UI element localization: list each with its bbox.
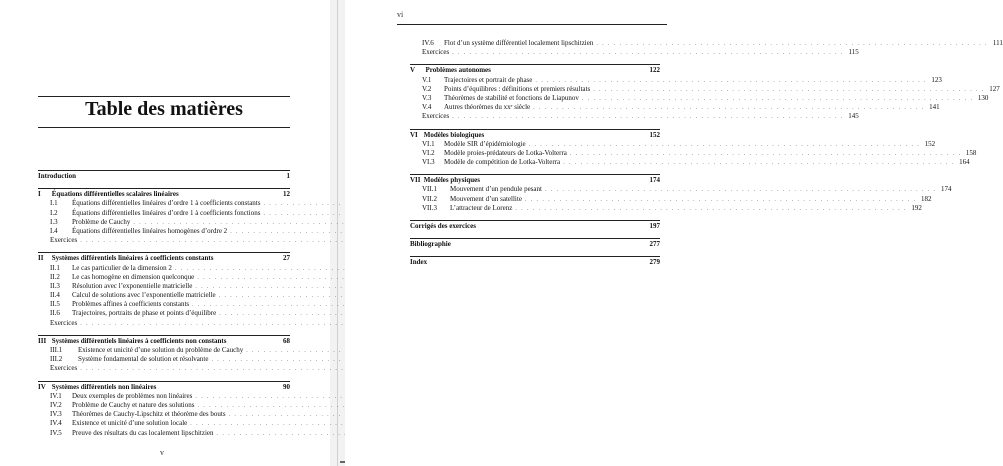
section-number: VI.2 bbox=[422, 148, 435, 157]
section-number: II.3 bbox=[50, 281, 60, 290]
section-number: V.2 bbox=[422, 84, 432, 93]
section-label: Modèle de compétition de Lotka-Volterra bbox=[444, 158, 561, 167]
section-label: Équations différentielles linéaires homogènes d’ordre 2 bbox=[72, 226, 228, 235]
entry-label: Introduction bbox=[38, 172, 76, 180]
section-page: 130 bbox=[977, 93, 989, 102]
exercises-label: Exercices bbox=[422, 112, 450, 121]
toc-section[interactable] bbox=[38, 209, 290, 218]
toc-section[interactable] bbox=[38, 300, 290, 309]
section-number: I.2 bbox=[50, 208, 58, 217]
toc-section[interactable] bbox=[38, 410, 290, 419]
section-number: IV.1 bbox=[50, 391, 62, 400]
toc-right bbox=[410, 39, 1003, 268]
section-number: II.5 bbox=[50, 300, 60, 309]
section-number: II.1 bbox=[50, 263, 60, 272]
section-label: Trajectoires et portrait de phase bbox=[444, 75, 533, 84]
section-number: V.3 bbox=[422, 93, 432, 102]
toc-section[interactable] bbox=[38, 218, 290, 227]
section-page: 158 bbox=[965, 148, 977, 157]
toc-section[interactable] bbox=[38, 346, 290, 355]
leader-dots bbox=[593, 86, 985, 95]
toc-section[interactable] bbox=[38, 273, 290, 282]
chapter-number: I bbox=[38, 190, 41, 199]
toc-section[interactable] bbox=[38, 401, 290, 410]
toc-section[interactable] bbox=[38, 291, 290, 300]
right-page bbox=[345, 0, 1003, 466]
chapter-label: Équations différentielles scalaires linéaires bbox=[51, 190, 179, 199]
toc-left bbox=[38, 170, 290, 438]
entry-label: Bibliographie bbox=[410, 240, 451, 249]
toc-chapter-1[interactable] bbox=[38, 188, 290, 199]
leader-dots bbox=[563, 159, 955, 168]
toc-section[interactable] bbox=[410, 139, 936, 149]
toc-exercises[interactable] bbox=[38, 319, 290, 328]
chapter-number: V bbox=[410, 66, 416, 75]
leader-dots bbox=[545, 186, 937, 195]
toc-section[interactable] bbox=[410, 75, 942, 85]
leader-dots bbox=[535, 77, 927, 86]
section-page: 192 bbox=[911, 203, 922, 212]
section-label: Points d’équilibres : définitions et premiers résultats bbox=[444, 84, 591, 93]
section-label: Problème de Cauchy bbox=[72, 217, 131, 226]
section-label: Autres théorèmes du xxᵉ siècle bbox=[444, 103, 531, 112]
section-number: IV.6 bbox=[422, 39, 434, 47]
leader-dots bbox=[515, 205, 907, 214]
chapter-number: II bbox=[38, 254, 44, 263]
chapter-label: Systèmes différentiels non linéaires bbox=[51, 382, 157, 391]
section-page: 127 bbox=[989, 84, 1000, 93]
toc-chapter-4[interactable] bbox=[38, 381, 290, 392]
toc-entry-bibliographie[interactable] bbox=[410, 238, 660, 249]
left-page bbox=[0, 0, 330, 466]
chapter-page: 174 bbox=[649, 176, 660, 185]
section-number: V.1 bbox=[422, 75, 432, 84]
chapter-number: III bbox=[38, 336, 47, 345]
page-title: Table des matières bbox=[85, 98, 243, 120]
toc-section[interactable] bbox=[410, 185, 952, 194]
section-page: 174 bbox=[940, 185, 952, 194]
section-number: IV.2 bbox=[50, 400, 62, 409]
chapter-number: IV bbox=[38, 382, 46, 391]
section-label: Le cas particulier de la dimension 2 bbox=[72, 263, 172, 272]
section-label: Problème de Cauchy et nature des solutions bbox=[72, 400, 195, 409]
section-label: Problèmes affines à coefficients constants bbox=[72, 300, 190, 309]
section-label: Théorèmes de Cauchy-Lipschitz et théorème des bouts bbox=[72, 410, 226, 419]
section-number: I.4 bbox=[50, 226, 58, 235]
chapter-page: 122 bbox=[649, 66, 660, 75]
toc-section[interactable] bbox=[410, 203, 922, 213]
toc-exercises[interactable] bbox=[410, 112, 859, 121]
page-number: vi bbox=[397, 10, 404, 19]
exercises-page: 145 bbox=[848, 112, 859, 121]
toc-section[interactable] bbox=[410, 103, 940, 112]
chapter-number: VII bbox=[410, 176, 421, 185]
toc-entry-corriges[interactable] bbox=[410, 220, 660, 231]
toc-section[interactable] bbox=[38, 309, 290, 318]
section-page: 182 bbox=[920, 194, 932, 203]
section-number: VII.2 bbox=[422, 194, 437, 203]
toc-section[interactable] bbox=[38, 264, 290, 273]
chapter-label: Systèmes différentiels linéaires à coefficients constants bbox=[51, 254, 214, 263]
section-label: Système fondamental de solution et résolvante bbox=[78, 355, 209, 364]
chapter-page: 152 bbox=[649, 130, 660, 139]
section-number: III.2 bbox=[50, 355, 63, 364]
section-number: V.4 bbox=[422, 103, 432, 112]
section-label: Trajectoires, portraits de phase et points d’équilibre bbox=[72, 309, 217, 318]
toc-chapter-7[interactable] bbox=[410, 174, 660, 185]
section-number: IV.3 bbox=[50, 410, 62, 419]
header-rule bbox=[397, 24, 667, 25]
section-label: Résolution avec l’exponentielle matricielle bbox=[72, 281, 193, 290]
toc-section[interactable] bbox=[38, 199, 290, 208]
section-label: Équations différentielles linéaires d’ordre 1 à coefficients fonctions bbox=[72, 208, 261, 217]
toc-exercises[interactable] bbox=[410, 48, 859, 57]
toc-section[interactable] bbox=[38, 227, 290, 236]
section-number: IV.5 bbox=[50, 428, 62, 437]
section-page: 164 bbox=[959, 158, 970, 167]
exercises-label: Exercices bbox=[50, 236, 78, 245]
toc-chapter-2[interactable] bbox=[38, 252, 290, 263]
toc-exercises[interactable] bbox=[38, 236, 290, 245]
toc-section[interactable] bbox=[410, 158, 970, 167]
section-label: Existence et unicité d’une solution du problème de Cauchy bbox=[78, 346, 244, 354]
chapter-page: 68 bbox=[283, 336, 290, 345]
section-number: I.3 bbox=[50, 217, 58, 226]
exercises-page: 115 bbox=[848, 48, 859, 57]
toc-entry-introduction[interactable] bbox=[38, 170, 290, 181]
leader-dots bbox=[570, 150, 962, 159]
section-number: VII.1 bbox=[422, 185, 437, 194]
section-label: Le cas homogène en dimension quelconque bbox=[72, 272, 195, 281]
entry-page: 197 bbox=[649, 222, 660, 230]
toc-chapter-5[interactable] bbox=[410, 64, 660, 75]
chapter-label: Modèles physiques bbox=[423, 176, 480, 185]
section-number: VI.1 bbox=[422, 139, 435, 148]
chapter-label: Systèmes différentiels linéaires à coefficients non constants bbox=[51, 336, 227, 345]
entry-label: Index bbox=[410, 258, 428, 267]
toc-section[interactable] bbox=[38, 419, 290, 428]
toc-section[interactable] bbox=[38, 282, 290, 291]
leader-dots bbox=[533, 104, 925, 113]
toc-section[interactable] bbox=[410, 39, 1003, 48]
leader-dots bbox=[452, 113, 844, 122]
section-page: 141 bbox=[929, 103, 940, 112]
chapter-label: Problèmes autonomes bbox=[425, 66, 491, 75]
toc-exercises[interactable] bbox=[38, 364, 290, 373]
toc-entry-index[interactable] bbox=[410, 256, 660, 267]
section-label: Modèle SIR d’épidémiologie bbox=[444, 139, 526, 148]
section-label: L’attracteur de Lorenz bbox=[450, 203, 513, 212]
chapter-label: Modèles biologiques bbox=[423, 130, 485, 139]
page-number: v bbox=[160, 448, 164, 457]
section-number: VI.3 bbox=[422, 158, 435, 167]
section-number: VII.3 bbox=[422, 203, 437, 212]
section-label: Calcul de solutions avec l’exponentielle matricielle bbox=[72, 291, 216, 300]
entry-label: Corrigés des exercices bbox=[410, 222, 476, 230]
chapter-page: 90 bbox=[283, 382, 290, 391]
section-number: I.1 bbox=[50, 199, 58, 208]
toc-section[interactable] bbox=[38, 429, 290, 438]
section-label: Preuve des résultats du cas localement lipschitzien bbox=[72, 428, 214, 437]
entry-page: 1 bbox=[286, 172, 290, 180]
toc-section[interactable] bbox=[410, 93, 989, 103]
section-label: Modèle proies-prédateurs de Lotka-Volterra bbox=[444, 148, 567, 157]
chapter-page: 12 bbox=[283, 190, 290, 199]
section-label: Mouvement d’un pendule pesant bbox=[450, 185, 542, 194]
section-label: Mouvement d’un satellite bbox=[450, 194, 522, 203]
section-page: 123 bbox=[931, 75, 942, 84]
toc-chapter-6[interactable] bbox=[410, 129, 660, 140]
leader-dots bbox=[525, 196, 917, 205]
section-page: 111 bbox=[992, 39, 1003, 47]
section-label: Deux exemples de problèmes non linéaires bbox=[72, 391, 193, 400]
leader-dots bbox=[452, 49, 844, 58]
section-number: II.4 bbox=[50, 291, 60, 300]
section-number: II.2 bbox=[50, 272, 60, 281]
section-number: II.6 bbox=[50, 309, 60, 318]
toc-section[interactable] bbox=[38, 392, 290, 401]
entry-page: 277 bbox=[649, 240, 660, 249]
chapter-number: VI bbox=[410, 130, 418, 139]
toc-section[interactable] bbox=[410, 84, 1000, 94]
section-label: Existence et unicité d’une solution locale bbox=[72, 419, 188, 428]
chapter-page: 27 bbox=[283, 254, 290, 263]
toc-chapter-3[interactable] bbox=[38, 335, 290, 346]
exercises-label: Exercices bbox=[50, 364, 78, 373]
title-bottom-rule bbox=[38, 127, 290, 128]
section-label: Théorèmes de stabilité et fonctions de Liapunov bbox=[444, 93, 579, 102]
leader-dots bbox=[596, 40, 988, 49]
entry-page: 279 bbox=[649, 258, 660, 267]
toc-section[interactable] bbox=[38, 355, 290, 364]
leader-dots bbox=[582, 95, 974, 104]
section-label: Flot d’un système différentiel localement lipschitzien bbox=[444, 39, 594, 47]
section-page: 152 bbox=[924, 139, 936, 148]
toc-section[interactable] bbox=[410, 194, 932, 204]
leader-dots bbox=[529, 141, 921, 150]
section-number: IV.4 bbox=[50, 419, 62, 428]
exercises-label: Exercices bbox=[422, 48, 450, 57]
exercises-label: Exercices bbox=[50, 318, 78, 327]
section-label: Équations différentielles linéaires d’ordre 1 à coefficients constants bbox=[72, 199, 261, 208]
section-number: III.1 bbox=[50, 346, 63, 354]
title-top-rule bbox=[38, 96, 290, 97]
toc-section[interactable] bbox=[410, 148, 977, 158]
